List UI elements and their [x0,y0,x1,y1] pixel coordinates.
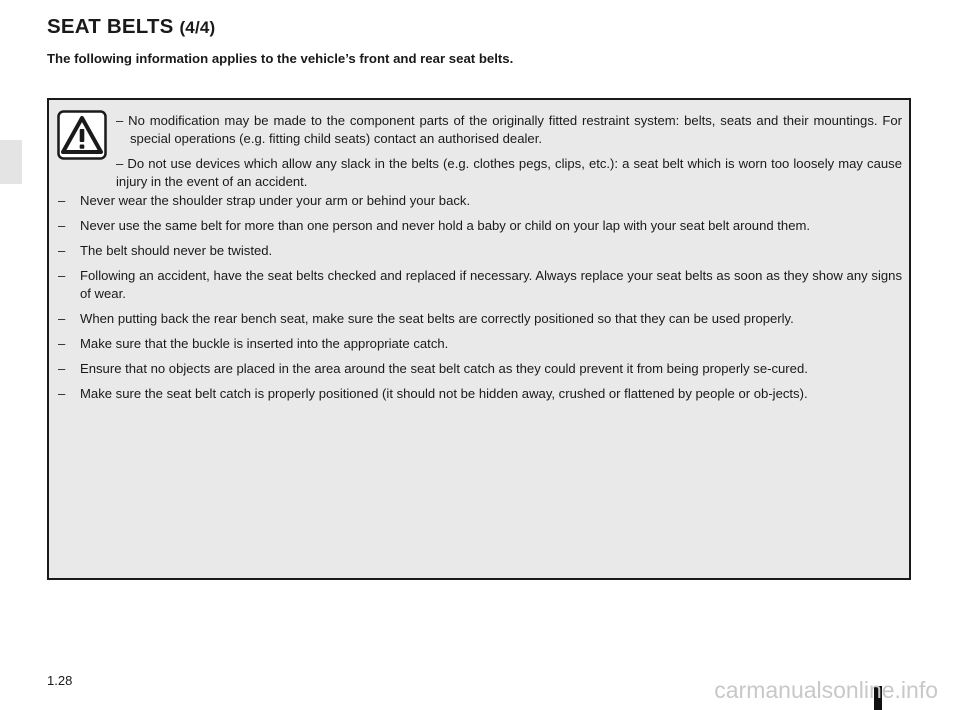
intro-text: The following information applies to the vehicle’s front and rear seat belts. [47,51,514,66]
list-item [58,217,902,235]
warning-text [116,112,902,198]
list-item-text: Ensure that no objects are placed in the area around the seat belt catch as they could prevent it from being properly se-cured. [80,361,808,376]
page-title-text: SEAT BELTS [47,15,174,38]
list-dash: – [58,311,66,326]
list-item [58,385,902,403]
list-item [58,335,902,353]
list-item-text: Make sure that the buckle is inserted into the appropriate catch. [80,336,449,351]
chapter-side-tab [0,140,22,184]
list-item [58,360,902,378]
warning-box [47,98,911,580]
warning-triangle-icon [57,110,107,160]
list-item-text: Never use the same belt for more than one person and never hold a baby or child on your lap with your seat belt around them. [80,218,811,233]
advice-list [58,192,902,410]
list-item-text: Never wear the shoulder strap under your arm or behind your back. [80,193,471,208]
page-title-suffix: (4/4) [179,18,216,37]
warning-item: – No modification may be made to the component parts of the originally fitted restraint system: belts, seats and their mountings. For special operations (e.g. fitting child seats) contact an authorised dealer. [116,113,902,146]
list-item [58,310,902,328]
list-dash: – [58,386,66,401]
page-number: 1.28 [47,673,73,688]
list-item [58,242,902,260]
list-dash: – [58,218,66,233]
list-item-text: Make sure the seat belt catch is properly positioned (it should not be hidden away, crushed or flattened by people or ob-jects). [80,386,808,401]
page-title [47,15,215,39]
watermark-text: carmanualsonline.info [714,677,938,703]
warning-item: – Do not use devices which allow any slack in the belts (e.g. clothes pegs, clips, etc.): a seat belt which is worn too loosely may cause injury in the event of an accident. [116,156,902,189]
list-item-text: Following an accident, have the seat belts checked and replaced if necessary. Always replace your seat belts as soon as they show any signs of wear. [80,268,902,301]
list-item-text: When putting back the rear bench seat, make sure the seat belts are correctly positioned so that they can be used properly. [80,311,794,326]
list-dash: – [58,243,66,258]
list-dash: – [58,361,66,376]
list-item [58,267,902,303]
list-dash: – [58,193,66,208]
list-dash: – [58,336,66,351]
list-dash: – [58,268,66,283]
list-item-text: The belt should never be twisted. [80,243,273,258]
list-item [58,192,902,210]
